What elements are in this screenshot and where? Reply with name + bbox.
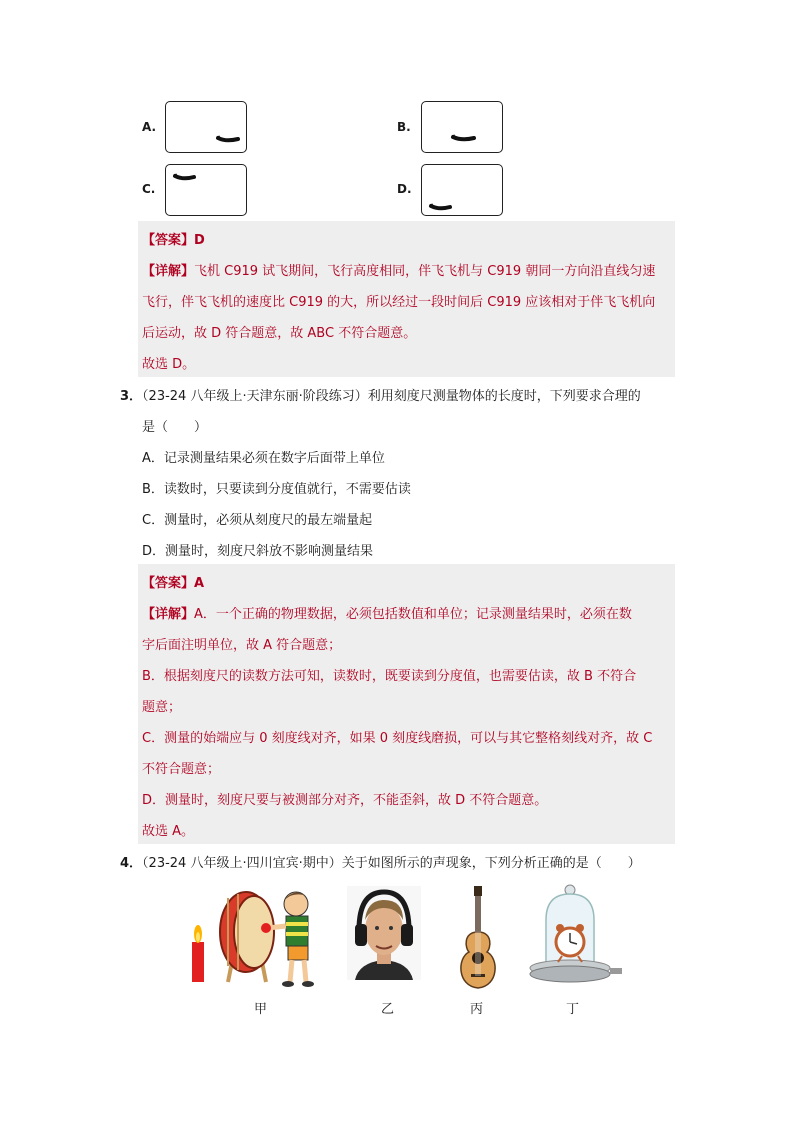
caption-jia: 甲 [254, 1002, 268, 1017]
option-a-image [165, 101, 247, 153]
q3-number: 3． [120, 389, 143, 404]
caption-bing: 丙 [470, 1002, 484, 1017]
answer-tag: 【答案】 [142, 233, 195, 248]
detail-line: 不符合题意； [142, 762, 221, 777]
q4-stem [120, 852, 641, 871]
q3-stem-line1 [120, 385, 641, 404]
detail-line: 故选 A。 [142, 824, 195, 839]
option-c-label: C. [142, 182, 156, 196]
q3-choice-a: A．记录测量结果必须在数字后面带上单位 [142, 451, 385, 466]
answer-line-prev [142, 229, 205, 248]
option-d-label: D. [397, 182, 412, 196]
bell-jar-clock-figure [528, 884, 624, 988]
detail-line: 故选 D。 [142, 357, 196, 372]
detail-text: 飞机 C919 试飞期间，飞行高度相同，伴飞飞机与 C919 朝同一方向沿直线匀速 [194, 264, 656, 279]
answer-value: A [194, 576, 205, 591]
option-b-image [421, 101, 503, 153]
drum-candle-figure [188, 884, 323, 988]
detail-line: 字后面注明单位，故 A 符合题意； [142, 638, 342, 653]
detail-line: D．测量时，刻度尺要与被测部分对齐，不能歪斜，故 D 不符合题意。 [142, 793, 548, 808]
option-a-label: A. [142, 120, 157, 134]
detail-line: 飞行，伴飞飞机的速度比 C919 的大，所以经过一段时间后 C919 应该相对于伴飞飞机向 [142, 295, 656, 310]
detail-line [142, 260, 655, 279]
detail-line [142, 603, 632, 622]
q4-number: 4． [120, 856, 143, 871]
answer-value: D [194, 233, 205, 248]
q4-stem-text: （23-24 八年级上·四川宜宾·期中）关于如图所示的声现象，下列分析正确的是（ ） [142, 856, 641, 871]
guitar-figure [455, 886, 501, 990]
q3-choice-c: C．测量时，必须从刻度尺的最左端量起 [142, 513, 373, 528]
detail-tag: 【详解】 [142, 264, 195, 279]
caption-ding: 丁 [566, 1002, 580, 1017]
caption-yi: 乙 [381, 1002, 395, 1017]
q3-choice-b: B．读数时，只要读到分度值就行，不需要估读 [142, 482, 411, 497]
detail-line: C．测量的始端应与 0 刻度线对齐，如果 0 刻度线磨损，可以与其它整格刻线对齐，故 C [142, 731, 653, 746]
headphones-person-figure [347, 886, 421, 980]
answer-tag: 【答案】 [142, 576, 195, 591]
q3-stem-text: （23-24 八年级上·天津东丽·阶段练习）利用刻度尺测量物体的长度时，下列要求合理的 [142, 389, 641, 404]
q3-choice-d: D．测量时，刻度尺斜放不影响测量结果 [142, 544, 374, 559]
detail-text: A．一个正确的物理数据，必须包括数值和单位；记录测量结果时，必须在数 [194, 607, 632, 622]
answer-line-q3 [142, 572, 204, 591]
detail-line: B．根据刻度尺的读数方法可知，读数时，既要读到分度值，也需要估读，故 B 不符合 [142, 669, 637, 684]
detail-line: 后运动，故 D 符合题意，故 ABC 不符合题意。 [142, 326, 417, 341]
option-c-image [165, 164, 247, 216]
option-b-label: B. [397, 120, 411, 134]
q3-stem-line2: 是（ ） [142, 420, 208, 435]
option-d-image [421, 164, 503, 216]
detail-line: 题意； [142, 700, 182, 715]
detail-tag: 【详解】 [142, 607, 195, 622]
